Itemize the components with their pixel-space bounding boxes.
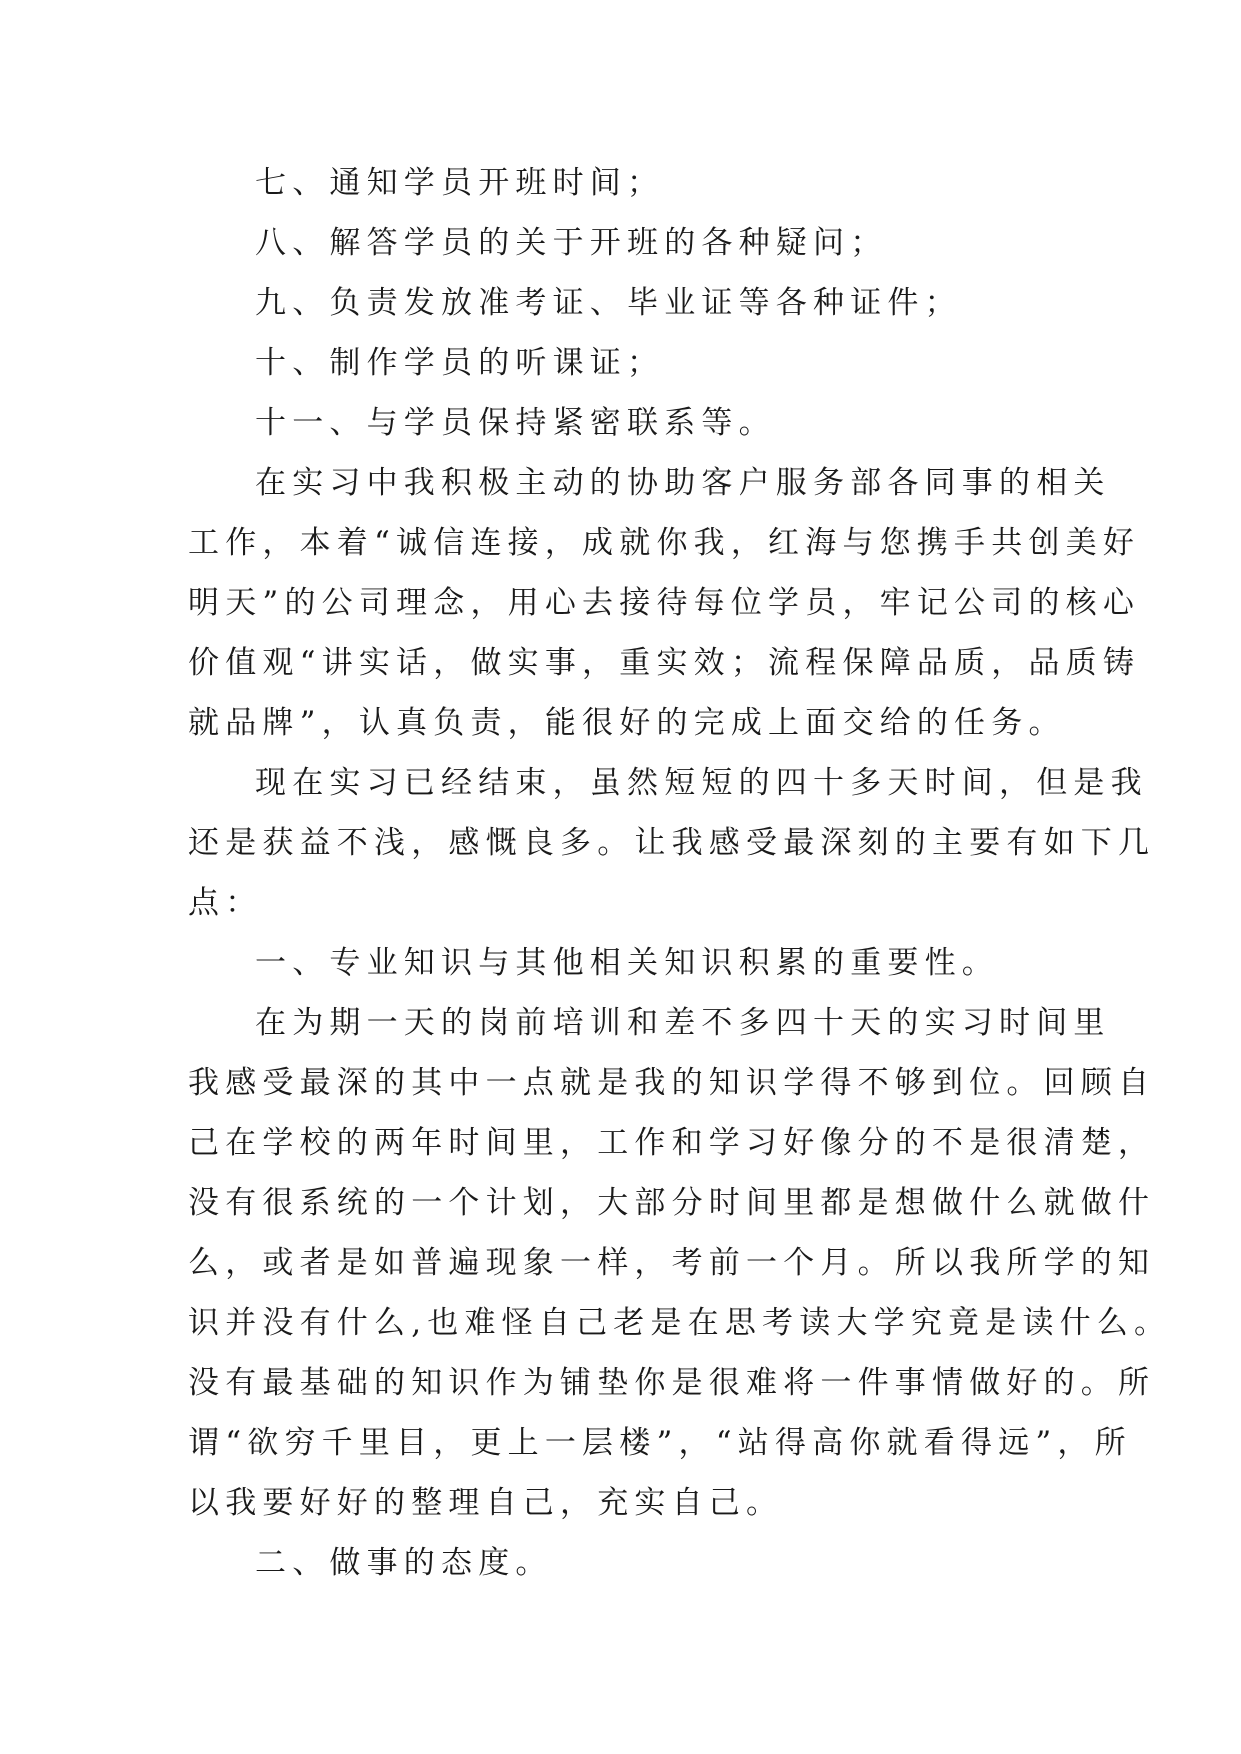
text-line: 在实习中我积极主动的协助客户服务部各同事的相关 (255, 465, 1111, 501)
text-line: 八、解答学员的关于开班的各种疑问； (255, 225, 888, 261)
text-line: 还是获益不浅，感慨良多。让我感受最深刻的主要有如下几 (188, 825, 1156, 861)
text-line: 识并没有什么,也难怪自己老是在思考读大学究竟是读什么。 (188, 1305, 1172, 1341)
text-line: 谓“欲穷千里目，更上一层楼”，“站得高你就看得远”，所 (188, 1425, 1132, 1461)
text-line: 点： (188, 885, 263, 921)
text-line: 己在学校的两年时间里，工作和学习好像分的不是很清楚， (188, 1125, 1156, 1161)
text-line: 工作，本着“诚信连接，成就你我，红海与您携手共创美好 (188, 525, 1141, 561)
text-line: 么，或者是如普遍现象一样，考前一个月。所以我所学的知 (188, 1245, 1156, 1281)
text-line: 十一、与学员保持紧密联系等。 (255, 405, 776, 441)
text-line: 我感受最深的其中一点就是我的知识学得不够到位。回顾自 (188, 1065, 1156, 1101)
text-line: 以我要好好的整理自己，充实自己。 (188, 1485, 784, 1521)
text-line: 在为期一天的岗前培训和差不多四十天的实习时间里 (255, 1005, 1111, 1041)
text-line: 明天”的公司理念，用心去接待每位学员，牢记公司的核心 (188, 585, 1141, 621)
text-line: 二、做事的态度。 (255, 1545, 553, 1581)
text-line: 没有最基础的知识作为铺垫你是很难将一件事情做好的。所 (188, 1365, 1156, 1401)
text-line: 没有很系统的一个计划，大部分时间里都是想做什么就做什 (188, 1185, 1156, 1221)
text-line: 九、负责发放准考证、毕业证等各种证件； (255, 285, 962, 321)
text-line: 十、制作学员的听课证； (255, 345, 665, 381)
text-line: 价值观“讲实话，做实事，重实效；流程保障品质，品质铸 (188, 645, 1141, 681)
text-line: 现在实习已经结束，虽然短短的四十多天时间，但是我 (255, 765, 1148, 801)
text-line: 一、专业知识与其他相关知识积累的重要性。 (255, 945, 999, 981)
text-line: 七、通知学员开班时间； (255, 165, 665, 201)
text-line: 就品牌”，认真负责，能很好的完成上面交给的任务。 (188, 705, 1066, 741)
